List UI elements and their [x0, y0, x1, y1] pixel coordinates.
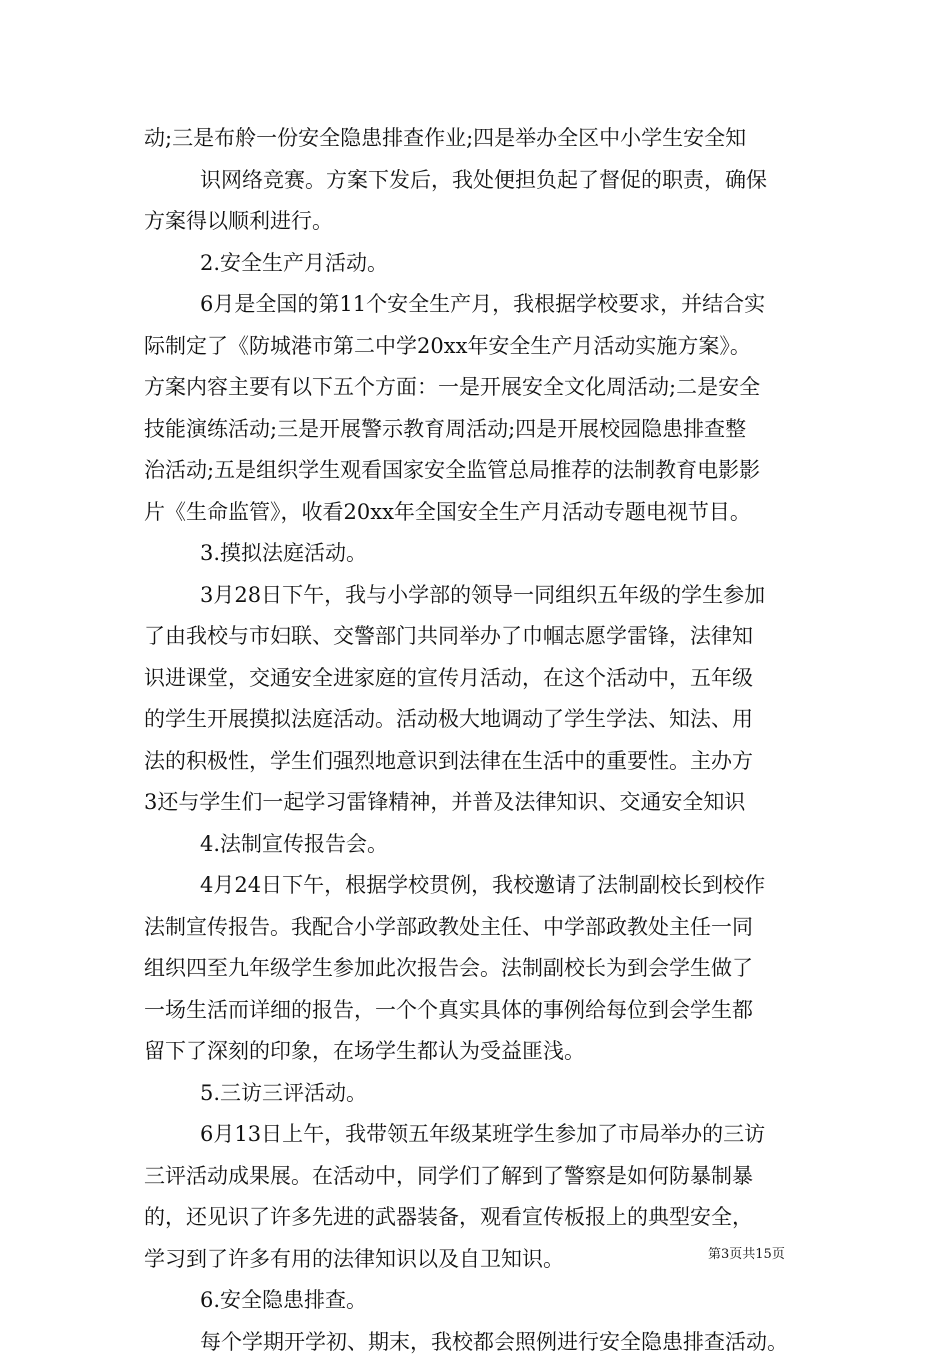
- text-line: 3还与学生们一起学习雷锋精神，并普及法律知识、交通安全知识: [144, 782, 812, 824]
- text-line: 法的积极性，学生们强烈地意识到法律在生活中的重要性。主办方: [144, 741, 812, 783]
- text-line: 识网络竞赛。方案下发后，我处便担负起了督促的职责，确保: [144, 160, 812, 202]
- document-body: [144, 118, 812, 1363]
- text-line: 技能演练活动;三是开展警示教育周活动;四是开展校园隐患排查整: [144, 409, 812, 451]
- text-line: 3月28日下午，我与小学部的领导一同组织五年级的学生参加: [144, 575, 812, 617]
- section-heading: 2.安全生产月活动。: [144, 243, 812, 285]
- text-line: 三评活动成果展。在活动中，同学们了解到了警察是如何防暴制暴: [144, 1156, 812, 1198]
- text-line: 学习到了许多有用的法律知识以及自卫知识。: [144, 1239, 812, 1281]
- text-line: 的学生开展摸拟法庭活动。活动极大地调动了学生学法、知法、用: [144, 699, 812, 741]
- text-line: 方案内容主要有以下五个方面：一是开展安全文化周活动;二是安全: [144, 367, 812, 409]
- section-heading: 4.法制宣传报告会。: [144, 824, 812, 866]
- text-line: 每个学期开学初、期末，我校都会照例进行安全隐患排查活动。: [144, 1322, 812, 1363]
- section-heading: 3.摸拟法庭活动。: [144, 533, 812, 575]
- text-line: 际制定了《防城港市第二中学20xx年安全生产月活动实施方案》。: [144, 326, 812, 368]
- text-line: 一场生活而详细的报告，一个个真实具体的事例给每位到会学生都: [144, 990, 812, 1032]
- page-number-footer: 第3页共15页: [708, 1246, 785, 1264]
- section-heading: 5.三访三评活动。: [144, 1073, 812, 1115]
- text-line: 6月13日上午，我带领五年级某班学生参加了市局举办的三访: [144, 1114, 812, 1156]
- text-line: 6月是全国的第11个安全生产月，我根据学校要求，并结合实: [144, 284, 812, 326]
- text-line: 的，还见识了许多先进的武器装备，观看宣传板报上的典型安全，: [144, 1197, 812, 1239]
- text-line: 识进课堂，交通安全进家庭的宣传月活动，在这个活动中，五年级: [144, 658, 812, 700]
- text-line: 动;三是布舲一份安全隐患排查作业;四是举办全区中小学生安全知: [144, 118, 812, 160]
- text-line: 片《生命监管》，收看20xx年全国安全生产月活动专题电视节目。: [144, 492, 812, 534]
- text-line: 了由我校与市妇联、交警部门共同举办了巾帼志愿学雷锋，法律知: [144, 616, 812, 658]
- text-line: 4月24日下午，根据学校贯例，我校邀请了法制副校长到校作: [144, 865, 812, 907]
- text-line: 方案得以顺利进行。: [144, 201, 812, 243]
- text-line: 法制宣传报告。我配合小学部政教处主任、中学部政教处主任一同: [144, 907, 812, 949]
- section-heading: 6.安全隐患排查。: [144, 1280, 812, 1322]
- text-line: 治活动;五是组织学生观看国家安全监管总局推荐的法制教育电影影: [144, 450, 812, 492]
- text-line: 组织四至九年级学生参加此次报告会。法制副校长为到会学生做了: [144, 948, 812, 990]
- text-line: 留下了深刻的印象，在场学生都认为受益匪浅。: [144, 1031, 812, 1073]
